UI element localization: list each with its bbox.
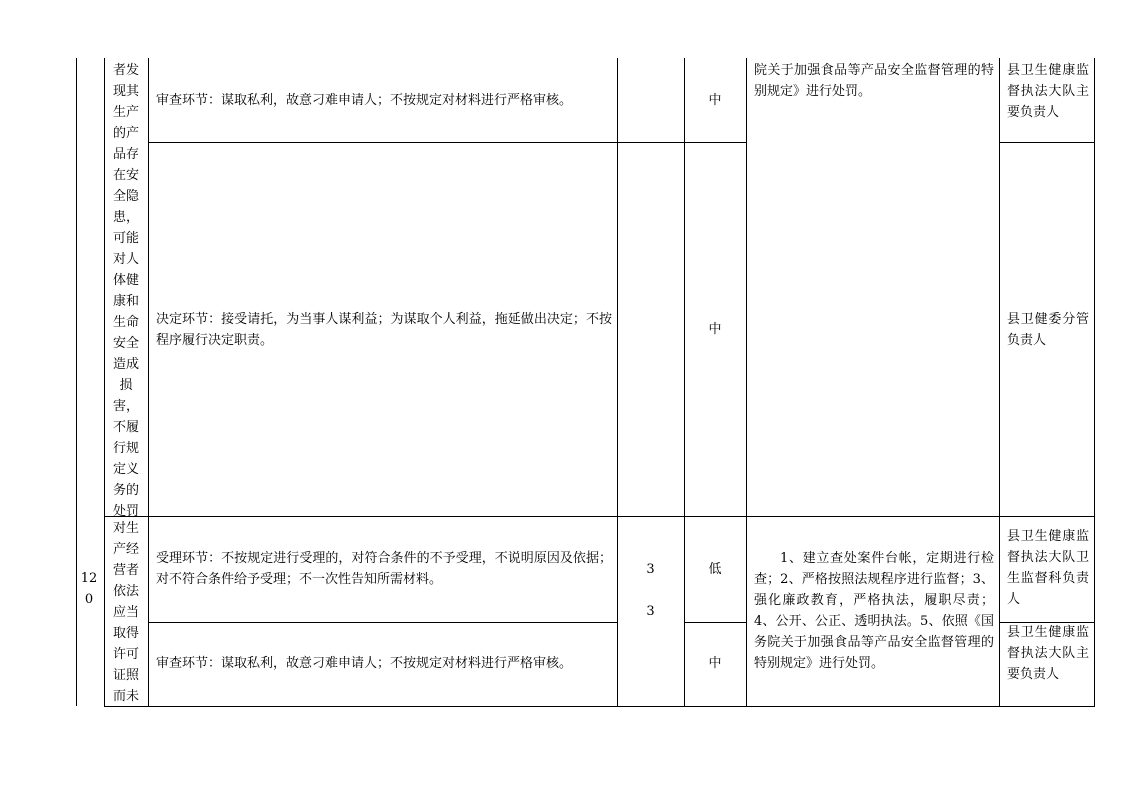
risk-point-count: 3 [646,562,655,577]
grid-line [148,142,747,143]
grid-line [148,622,617,623]
grid-line [999,58,1000,706]
grid-line [104,58,105,706]
grid-line [746,58,747,706]
grid-line [684,58,685,706]
risk-level: 中 [708,322,722,337]
responsible-cell: 县卫生健康监督执法大队卫生监督科负责人 [1007,529,1089,607]
grid-line [148,58,149,706]
grid-line [104,516,1095,517]
measures-cell: 院关于加强食品等产品安全监督管理的特别规定》进行处罚。 [754,63,994,99]
link-description: 审查环节：谋取私利，故意刁难申请人；不按规定对材料进行严格审核。 [156,656,573,671]
matter-cell: 对生产经营者依法应当取得许可证照而未 [112,521,139,704]
responsible-cell: 县卫生健康监督执法大队主要负责人 [1007,625,1089,682]
matter-cell: 者发现其生产的产品存在安全隐患，可能对人体健康和生命安全造成损害，不履行规定义务的处罚 [112,63,139,519]
responsible-cell: 县卫健委分管负责人 [1007,312,1089,348]
responsible-cell: 县卫生健康监督执法大队主要负责人 [1007,63,1089,120]
risk-level: 中 [708,656,722,671]
risk-level: 中 [708,93,722,108]
measures-cell: 1、建立查处案件台帐，定期进行检查；2、严格按照法规程序进行监督；3、强化廉政教育，严格执法，履职尽责；4、公开、公正、透明执法。5、依照《国务院关于加强食品等产品安全监督管理的特别规定》进行处罚。 [754,551,994,671]
grid-line [104,706,1095,707]
link-description: 受理环节：不按规定进行受理的，对符合条件的不予受理，不说明原因及依据；对不符合条件给予受理；不一次性告知所需材料。 [156,551,612,587]
risk-level: 低 [708,562,722,577]
link-description: 审查环节：谋取私利，故意刁难申请人；不按规定对材料进行严格审核。 [156,93,573,108]
grid-line [684,622,747,623]
risk-point-count: 3 [646,604,655,619]
grid-line [1094,58,1095,706]
link-description: 决定环节：接受请托，为当事人谋利益；为谋取个人利益，拖延做出决定；不按程序履行决定职责。 [156,312,612,348]
row-number: 120 [80,571,98,607]
grid-line [76,58,77,706]
grid-line [999,142,1095,143]
